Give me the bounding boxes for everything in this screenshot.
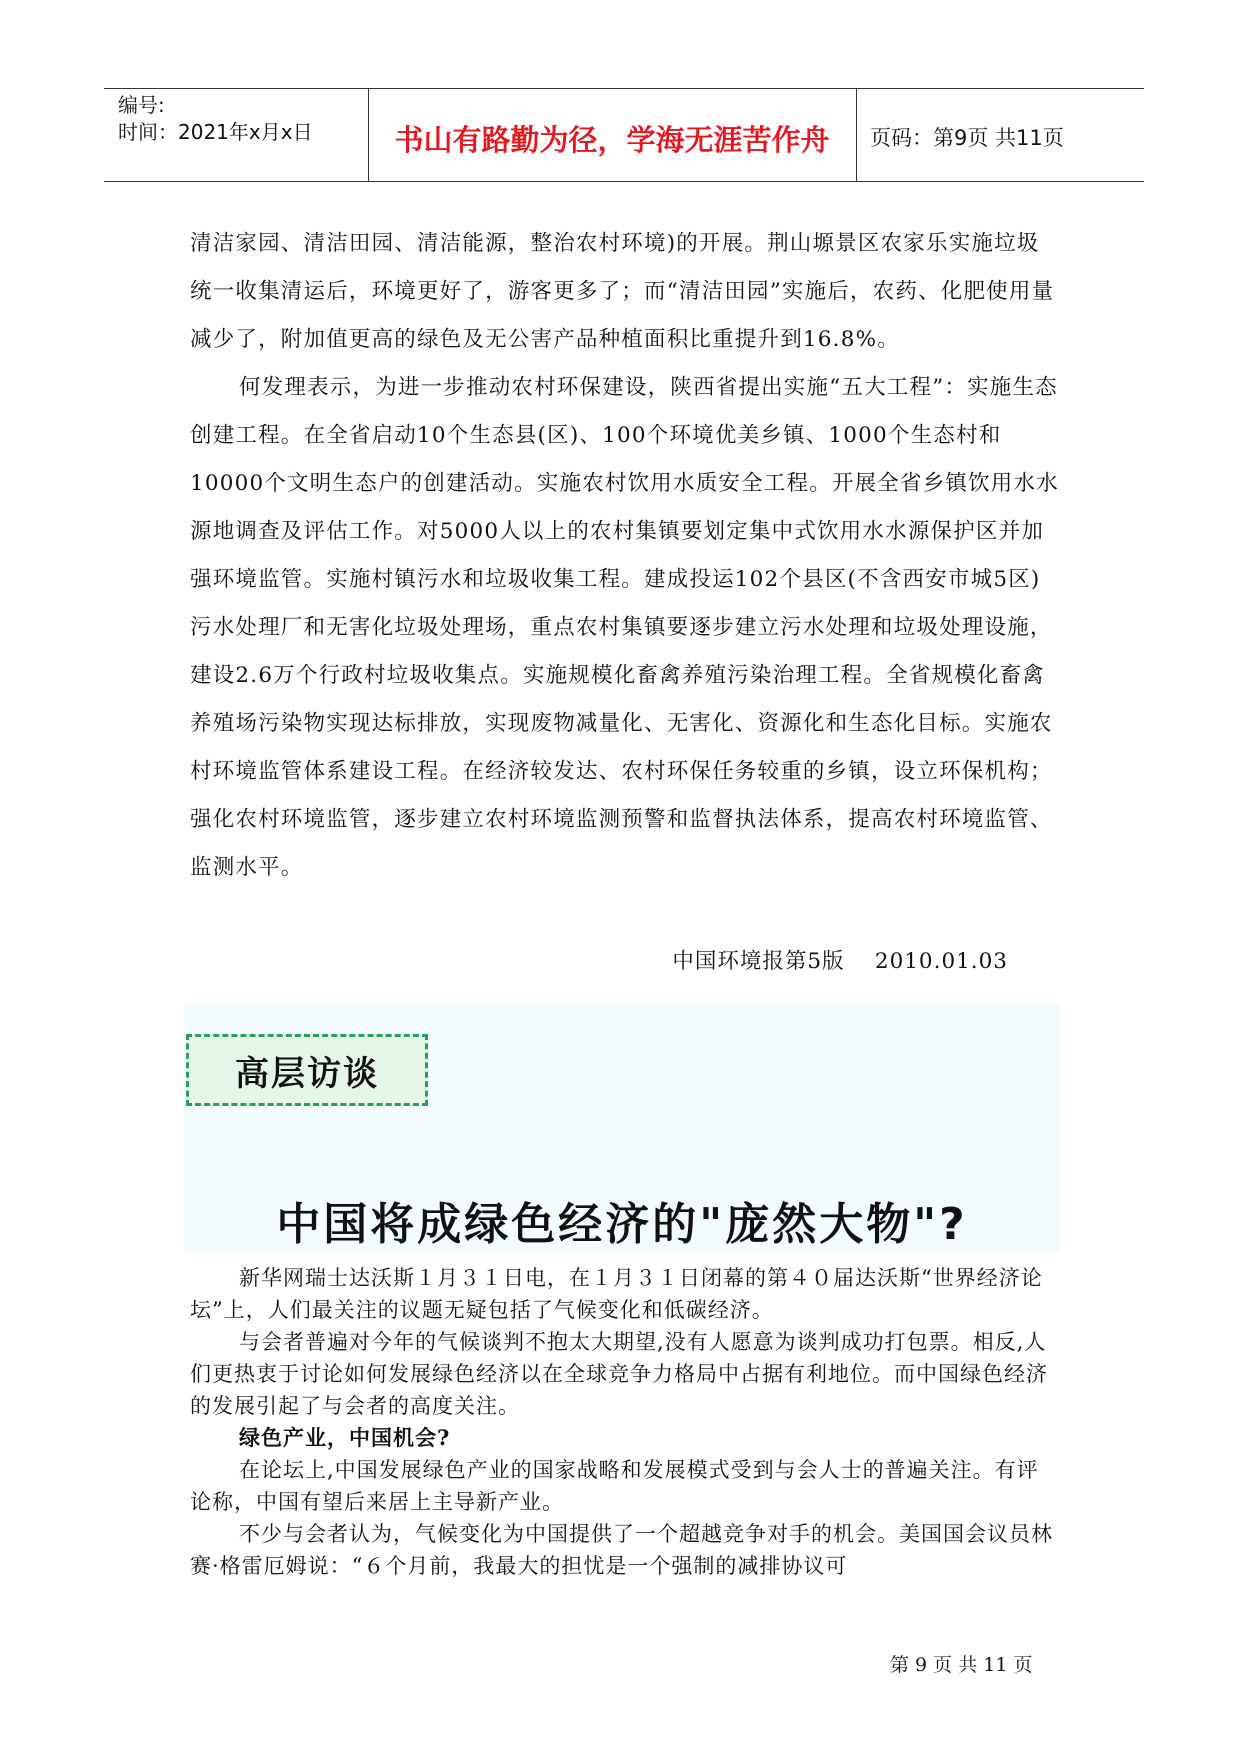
section-tag [186,1034,428,1106]
feature-paragraph: 在论坛上,中国发展绿色产业的国家战略和发展模式受到与会人士的普遍关注。有评论称，中国有望后来居上主导新产业。 [190,1458,1039,1514]
section-tag-label: 高层访谈 [235,1053,379,1094]
header-bottom-rule [104,181,1144,182]
feature-subheading: 绿色产业，中国机会? [239,1425,451,1450]
feature-paragraph: 与会者普遍对今年的气候谈判不抱太大期望,没有人愿意为谈判成功打包票。相反,人们更热衷于讨论如何发展绿色经济以在全球竞争力格局中占据有利地位。而中国绿色经济的发展引起了与会者的高度关注。 [190,1330,1048,1418]
header-number-label: 编号: [118,93,165,117]
article-paragraph: 何发理表示，为进一步推动农村环保建设，陕西省提出实施“五大工程”：实施生态创建工程。在全省启动10个生态县(区)、100个环境优美乡镇、1000个生态村和10000个文明生态户的创建活动。实施农村饮用水质安全工程。开展全省乡镇饮用水水源地调查及评估工作。对5000人以上的农村集镇要划定集中式饮用水水源保护区并加强环境监管。实施村镇污水和垃圾收集工程。建成投运102个县区(不含西安市城5区)污水处理厂和无害化垃圾处理场，重点农村集镇要逐步建立污水处理和垃圾处理设施，建设2.6万个行政村垃圾收集点。实施规模化畜禽养殖污染治理工程。全省规模化畜禽养殖场污染物实现达标排放，实现废物减量化、无害化、资源化和生态化目标。实施农村环境监管体系建设工程。在经济较发达、农村环保任务较重的乡镇，设立环保机构；强化农村环境监管，逐步建立农村环境监测预警和监督执法体系，提高农村环境监管、监测水平。 [190,375,1059,880]
header-meta [118,92,313,146]
article-body [190,220,1060,892]
header-motto: 书山有路勤为径，学海无涯苦作舟 [394,123,830,157]
header-page-label: 页码：第9页 共11页 [870,126,1064,150]
header-time-label: 时间：2021年x月x日 [118,120,313,144]
header-divider-right [856,88,857,182]
feature-paragraph: 新华网瑞士达沃斯１月３１日电，在１月３１日闭幕的第４０届达沃斯“世界经济论坛”上，人们最关注的议题无疑包括了气候变化和低碳经济。 [190,1266,1043,1322]
feature-paragraph: 不少与会者认为，气候变化为中国提供了一个超越竞争对手的机会。美国国会议员林赛·格雷厄姆说：“６个月前，我最大的担忧是一个强制的减排协议可 [190,1522,1053,1578]
article-paragraph: 清洁家园、清洁田园、清洁能源，整治农村环境)的开展。荆山塬景区农家乐实施垃圾统一收集清运后，环境更好了，游客更多了；而“清洁田园”实施后，农药、化肥使用量减少了，附加值更高的绿色及无公害产品种植面积比重提升到16.8%。 [190,231,1055,352]
header-top-rule [104,88,1144,89]
footer-page-label: 第 9 页 共 11 页 [890,1654,1033,1676]
feature-body [190,1262,1060,1582]
feature-headline: 中国将成绿色经济的"庞然大物"? [276,1199,968,1250]
article-source: 中国环境报第5版 2010.01.03 [672,949,1008,974]
